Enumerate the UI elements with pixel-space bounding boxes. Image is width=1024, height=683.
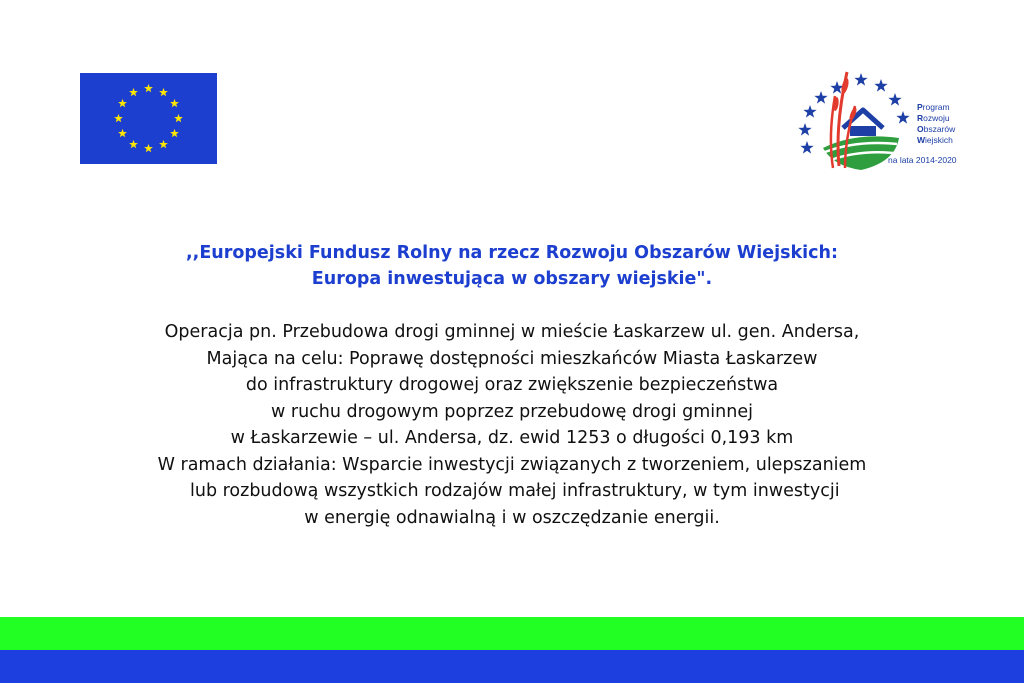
operation-description <box>0 319 1024 531</box>
prow-name <box>917 102 955 146</box>
headline-line-2: Europa inwestująca w obszary wiejskie". <box>311 269 713 289</box>
eu-star-icon <box>159 88 168 96</box>
body-line: W ramach działania: Wsparcie inwestycji związanych z tworzeniem, ulepszaniem <box>157 454 867 475</box>
prow-letter: R <box>917 113 924 123</box>
eu-star-icon <box>159 140 168 148</box>
headline-line-1: ,,Europejski Fundusz Rolny na rzecz Rozwoju Obszarów Wiejskich: <box>186 243 838 263</box>
body-line: w ruchu drogowym poprzez przebudowę drogi gminnej <box>271 401 753 422</box>
eu-star-icon <box>144 144 153 152</box>
headline <box>0 240 1024 292</box>
body-line: Operacja pn. Przebudowa drogi gminnej w mieście Łaskarzew ul. gen. Andersa, <box>164 322 860 342</box>
prow-word: iejskich <box>925 135 953 145</box>
eu-flag-icon <box>80 73 217 164</box>
eu-stars <box>80 73 217 164</box>
eu-star-icon <box>118 129 127 137</box>
prow-letter: P <box>917 102 923 112</box>
prow-letter: O <box>917 124 924 134</box>
body-line: w Łaskarzewie – ul. Andersa, dz. ewid 1253 o długości 0,193 km <box>230 428 794 448</box>
prow-star-icon <box>814 91 827 104</box>
prow-star-icon <box>896 111 909 124</box>
eu-star-icon <box>129 88 138 96</box>
prow-logo <box>795 66 975 176</box>
prow-star-icon <box>854 73 867 86</box>
prow-star-icon <box>803 105 816 118</box>
prow-word: bszarów <box>923 124 956 134</box>
prow-star-icon <box>800 141 813 154</box>
eu-star-icon <box>129 140 138 148</box>
eu-star-icon <box>114 114 123 122</box>
prow-word: ozwoju <box>923 113 950 123</box>
body-line: w energię odnawialną i w oszczędzanie energii. <box>304 507 720 528</box>
body-line: Mająca na celu: Poprawę dostępności mieszkańców Miasta Łaskarzew <box>206 348 818 369</box>
prow-star-icon <box>798 123 811 136</box>
body-line: do infrastruktury drogowej oraz zwiększenie bezpieczeństwa <box>245 375 779 395</box>
eu-star-icon <box>118 99 127 107</box>
prow-word: rogram <box>922 102 950 112</box>
eu-star-icon <box>174 114 183 122</box>
prow-star-icon <box>888 93 901 106</box>
body-line: lub rozbudową wszystkich rodzajów małej infrastruktury, w tym inwestycji <box>184 481 840 501</box>
blue-band <box>0 650 1024 683</box>
green-band <box>0 617 1024 650</box>
prow-letter: W <box>917 135 926 145</box>
eu-star-icon <box>144 84 153 92</box>
prow-years: na lata 2014-2020 <box>888 155 957 165</box>
eu-star-icon <box>170 129 179 137</box>
eu-star-icon <box>170 99 179 107</box>
prow-star-icon <box>874 79 887 92</box>
